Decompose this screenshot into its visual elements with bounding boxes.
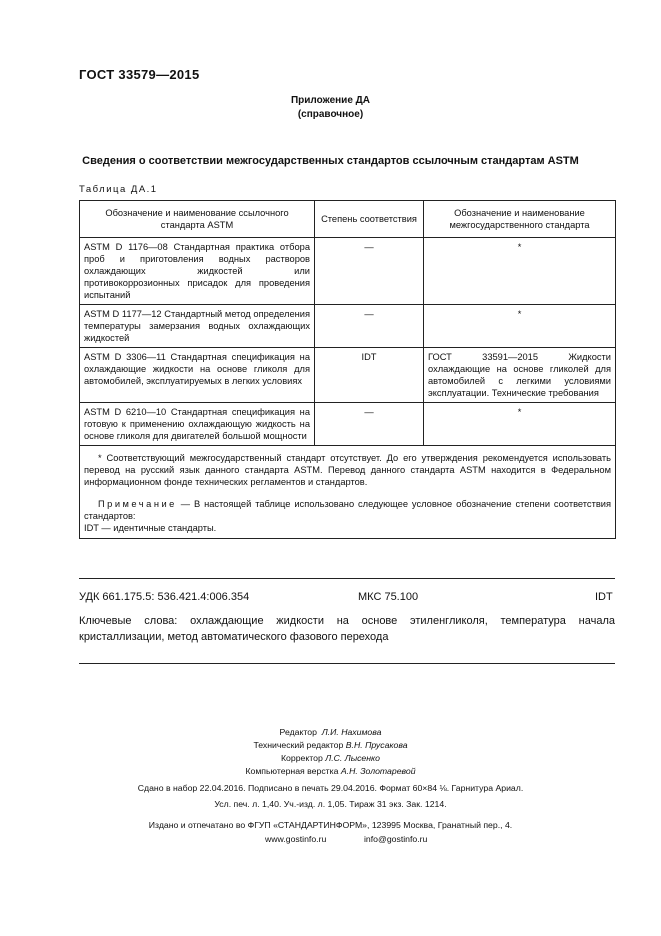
layout-line — [0, 765, 661, 778]
note-text: — В настоящей таблице использовано следующее условное обозначение степени соответствия стандартов: — [84, 499, 611, 521]
tech-editor-name: В.Н. Прусакова — [345, 740, 408, 750]
appendix-title: Приложение ДА — [290, 95, 371, 106]
cell-ref: ASTM D 3306—11 Стандартная спецификация на охлаждающие жидкости на основе гликоля для автомобилей, эксплуатируемых в легких условиях — [80, 348, 315, 403]
divider-top — [79, 578, 615, 579]
table-header-row — [80, 201, 616, 238]
cell-ref: ASTM D 6210—10 Стандартная спецификация на готовую к применению охлаждающую жидкость на основе гликоля для двигателей большой мощности — [80, 403, 315, 446]
print-info-1: Сдано в набор 22.04.2016. Подписано в печать 29.04.2016. Формат 60×84 ⅛. Гарнитура Ариал. — [137, 783, 524, 793]
cell-interstate: ГОСТ 33591—2015 Жидкости охлаждающие на основе гликолей для автомобилей с легкими условиями эксплуатации. Технические требования — [424, 348, 616, 403]
editor-name: Л.И. Нахимова — [321, 727, 382, 737]
editor-label: Редактор — [279, 727, 317, 737]
cell-interstate: * — [424, 238, 616, 305]
divider-bottom — [79, 663, 615, 664]
cell-degree: IDT — [315, 348, 424, 403]
table-row — [80, 348, 616, 403]
table-row — [80, 403, 616, 446]
corrector-line — [0, 752, 661, 765]
cell-interstate: * — [424, 403, 616, 446]
appendix-subtitle: (справочное) — [297, 109, 364, 120]
corrector-name: Л.С. Лысенко — [325, 753, 380, 763]
cell-ref: ASTM D 1177—12 Стандартный метод определения температуры замерзания водных охлаждающих жидкостей — [80, 305, 315, 348]
keywords: Ключевые слова: охлаждающие жидкости на основе этиленгликоля, температура начала кристаллизации, метод автоматического фазового перехода — [79, 615, 615, 643]
editor-line — [0, 726, 661, 739]
document-header: ГОСТ 33579—2015 — [79, 67, 200, 82]
table-footnote — [80, 446, 616, 539]
note-label: Примечание — [98, 499, 177, 509]
email-link[interactable]: info@gostinfo.ru — [364, 834, 428, 844]
layout-label: Компьютерная верстка — [245, 766, 339, 776]
cell-degree: — — [315, 403, 424, 446]
header-ref-standard: Обозначение и наименование ссылочного стандарта ASTM — [80, 201, 315, 238]
cell-degree: — — [315, 305, 424, 348]
table-note — [84, 498, 611, 534]
corrector-label: Корректор — [281, 753, 323, 763]
mks-code: МКС 75.100 — [358, 591, 419, 603]
table-row — [80, 238, 616, 305]
layout-name: А.Н. Золотаревой — [340, 766, 416, 776]
table-footnote-row — [80, 446, 616, 539]
website-link[interactable]: www.gostinfo.ru — [265, 834, 327, 844]
note-item: IDT — идентичные стандарты. — [84, 523, 217, 533]
degree-code: IDT — [595, 591, 613, 603]
table-label: Таблица ДА.1 — [79, 184, 158, 195]
print-info-2: Усл. печ. л. 1,40. Уч.-изд. л. 1,05. Тираж 31 экз. Зак. 1214. — [214, 799, 447, 809]
header-degree: Степень соответствия — [315, 201, 424, 238]
tech-editor-line — [0, 739, 661, 752]
header-interstate-standard: Обозначение и наименование межгосударственного стандарта — [424, 201, 616, 238]
table-row — [80, 305, 616, 348]
cell-ref: ASTM D 1176—08 Стандартная практика отбора проб и приготовления водных растворов охлаждающих жидкостей или противокоррозионных присадок для проведения испытаний — [80, 238, 315, 305]
section-title: Сведения о соответствии межгосударственных стандартов ссылочным стандартам ASTM — [82, 155, 579, 167]
tech-editor-label: Технический редактор — [253, 740, 344, 750]
udk-code: УДК 661.175.5: 536.421.4:006.354 — [79, 591, 250, 603]
cell-interstate: * — [424, 305, 616, 348]
correspondence-table — [79, 200, 616, 539]
credits-block — [0, 726, 661, 778]
cell-degree: — — [315, 238, 424, 305]
publisher-line: Издано и отпечатано во ФГУП «СТАНДАРТИНФОРМ», 123995 Москва, Гранатный пер., 4. — [148, 820, 513, 830]
footnote-text: * Соответствующий межгосударственный стандарт отсутствует. До его утверждения рекомендуется использовать перевод на русский язык данного стандарта ASTM. Перевод данного стандарта ASTM находится в Федеральном информационном фонде технических регламентов и стандартов. — [84, 453, 611, 487]
